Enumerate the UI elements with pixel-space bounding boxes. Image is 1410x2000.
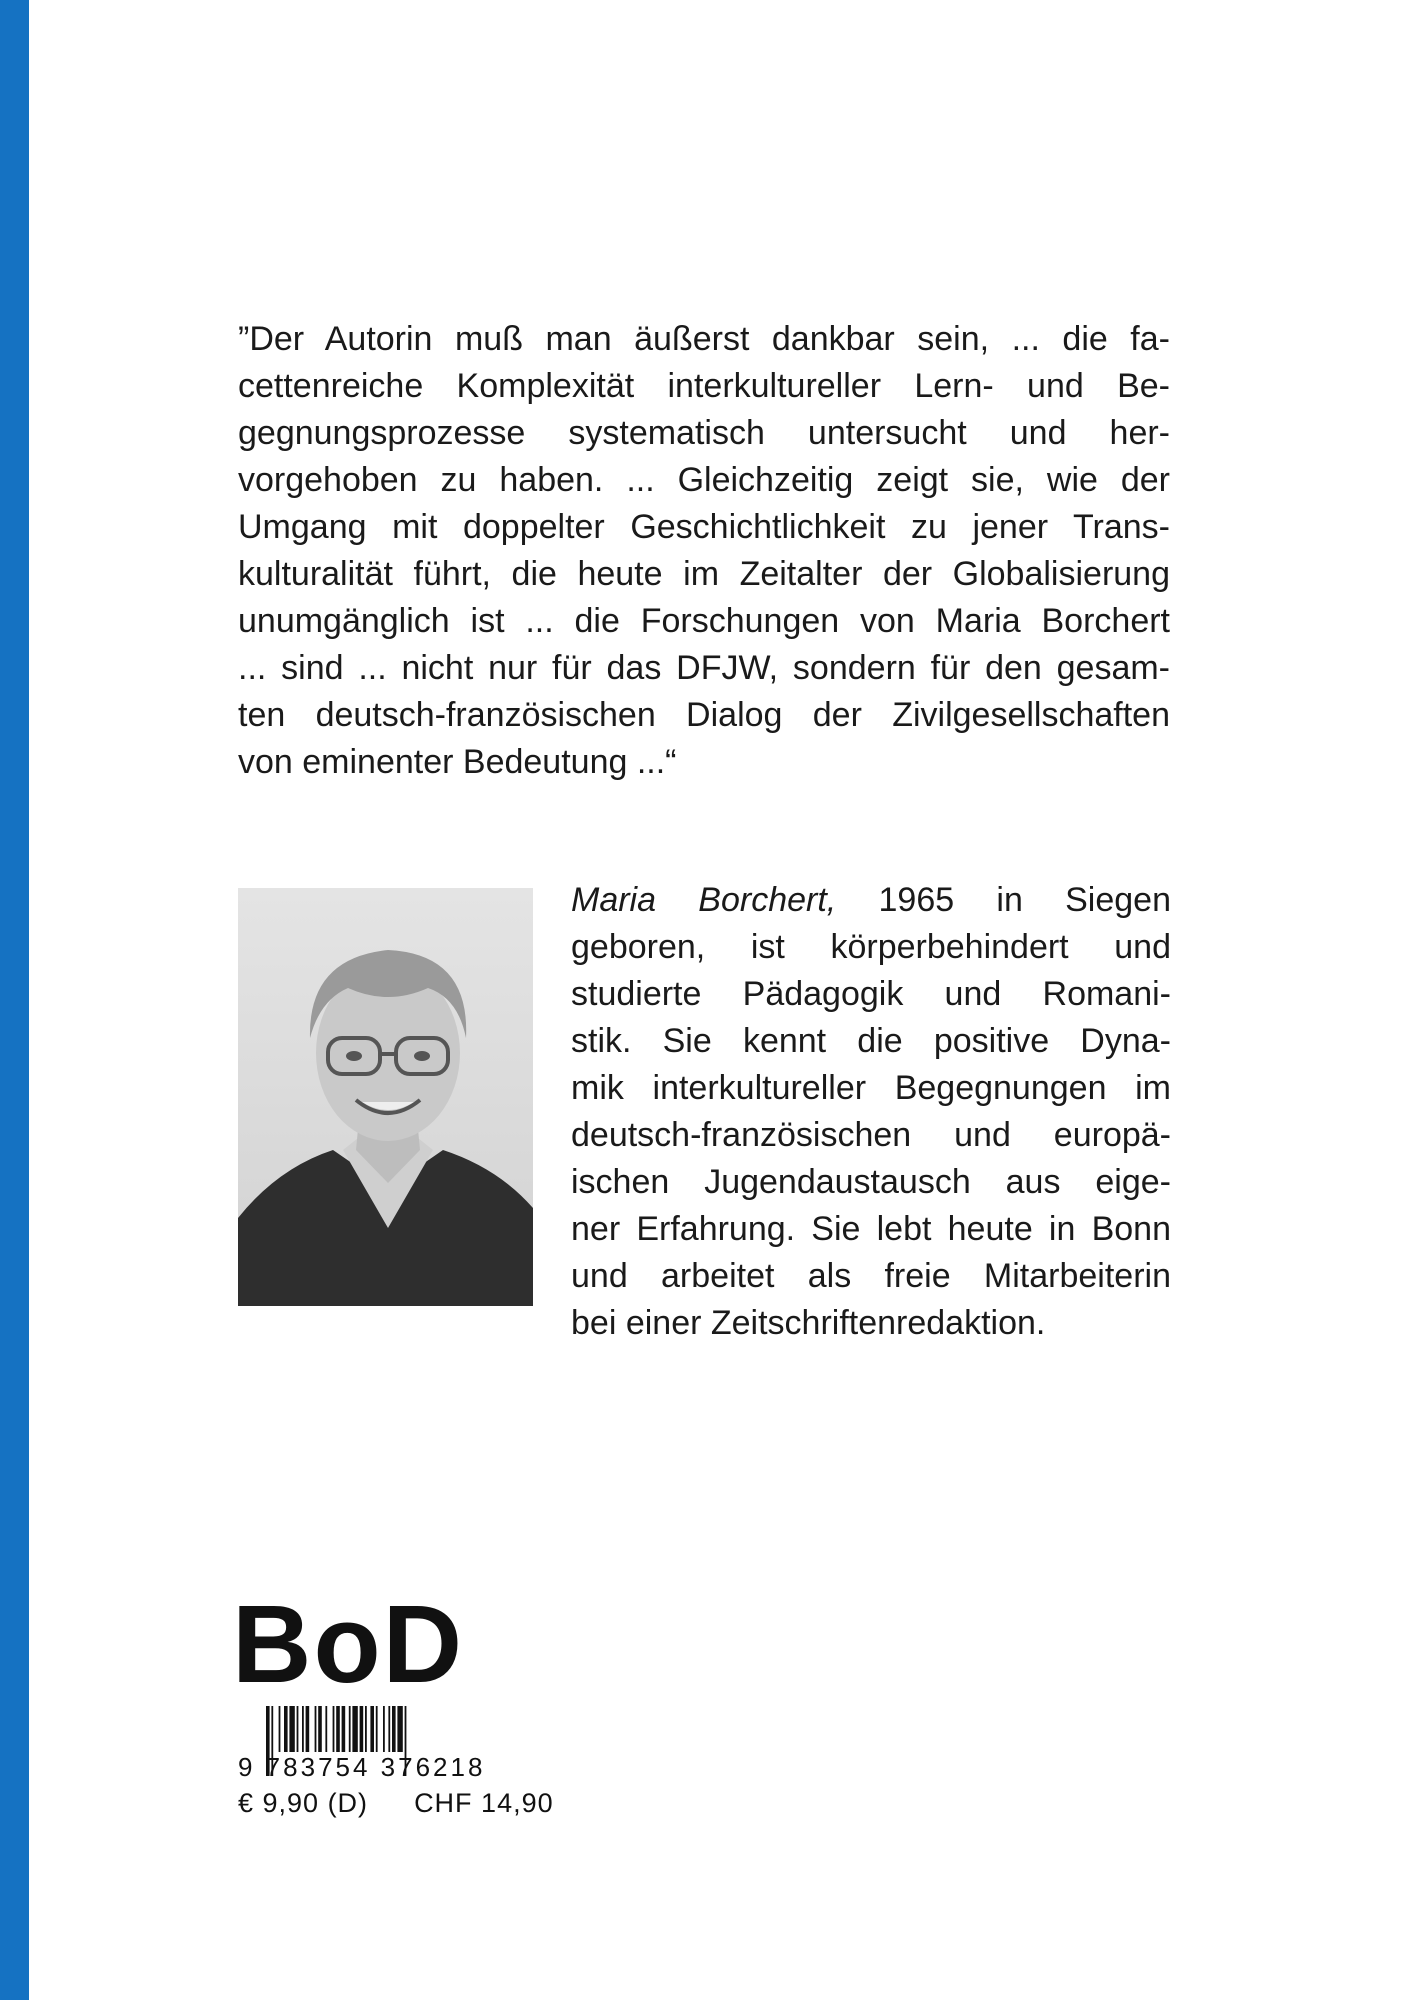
bio-line: ischen Jugendaustausch aus eige- bbox=[571, 1163, 1171, 1201]
quote-line: von eminenter Bedeutung ...“ bbox=[238, 743, 677, 781]
review-quote bbox=[238, 316, 1170, 786]
author-name: Maria Borchert, bbox=[571, 881, 837, 919]
price-eur: € 9,90 (D) bbox=[238, 1788, 369, 1818]
bio-line: geboren, ist körperbehindert und bbox=[571, 928, 1171, 966]
quote-line: cettenreiche Komplexität interkultureller Lern- und Be- bbox=[238, 367, 1170, 405]
bio-line: stik. Sie kennt die positive Dyna- bbox=[571, 1022, 1171, 1060]
publisher-logo: BoD bbox=[232, 1583, 465, 1706]
quote-line: vorgehoben zu haben. ... Gleichzeitig zeigt sie, wie der bbox=[238, 461, 1170, 499]
bio-line-text: 1965 in Siegen bbox=[878, 881, 1171, 919]
bio-line: bei einer Zeitschriftenredaktion. bbox=[571, 1304, 1046, 1342]
quote-line: ten deutsch-französischen Dialog der Zivilgesellschaften bbox=[238, 696, 1170, 734]
quote-line: Umgang mit doppelter Geschichtlichkeit zu jener Trans- bbox=[238, 508, 1170, 546]
author-bio bbox=[571, 877, 1171, 1347]
quote-line: kulturalität führt, die heute im Zeitalter der Globalisierung bbox=[238, 555, 1170, 593]
quote-line: unumgänglich ist ... die Forschungen von Maria Borchert bbox=[238, 602, 1170, 640]
bio-line bbox=[571, 877, 1171, 924]
author-portrait-icon bbox=[238, 888, 533, 1306]
bio-line: und arbeitet als freie Mitarbeiterin bbox=[571, 1257, 1171, 1295]
quote-line: gegnungsprozesse systematisch untersucht und her- bbox=[238, 414, 1170, 452]
author-photo bbox=[238, 888, 533, 1306]
quote-line: ”Der Autorin muß man äußerst dankbar sein, ... die fa- bbox=[238, 320, 1170, 358]
quote-line: ... sind ... nicht nur für das DFJW, sondern für den gesam- bbox=[238, 649, 1170, 687]
book-spine-edge bbox=[0, 0, 29, 2000]
price-chf: CHF 14,90 bbox=[414, 1788, 554, 1818]
bio-line: mik interkultureller Begegnungen im bbox=[571, 1069, 1171, 1107]
bio-line: deutsch-französischen und europä- bbox=[571, 1116, 1171, 1154]
bio-line: ner Erfahrung. Sie lebt heute in Bonn bbox=[571, 1210, 1171, 1248]
price-line bbox=[238, 1788, 554, 1819]
isbn-number: 9 783754 376218 bbox=[238, 1752, 486, 1782]
isbn-barcode bbox=[238, 1706, 518, 1786]
bio-line: studierte Pädagogik und Romani- bbox=[571, 975, 1171, 1013]
